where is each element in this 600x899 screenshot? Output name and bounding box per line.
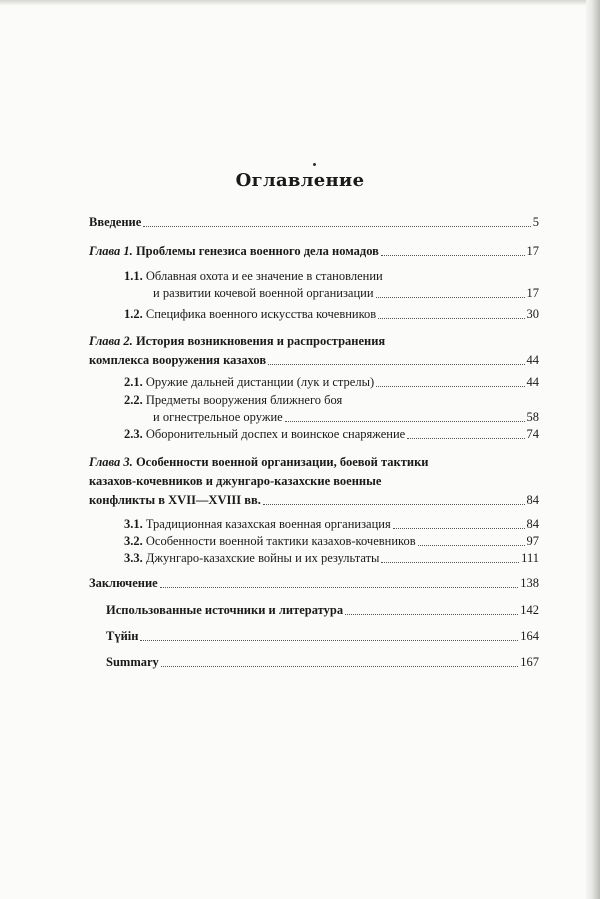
dot-leader [268,364,524,365]
toc-page-number: 58 [526,410,539,424]
toc-label: Особенности военной тактики казахов-кочевников [145,534,416,548]
dot-leader [407,438,524,439]
toc-page-number: 164 [520,629,539,643]
toc-entry-1-2[interactable] [124,307,539,322]
toc-label: История возникновения и распространения [135,334,386,348]
dot-leader [160,587,519,588]
toc-entry-1-1[interactable] [153,286,539,301]
page-title: Оглавление [235,170,365,191]
toc-label: Джунгаро-казахские войны и их результаты [145,551,380,565]
toc-entry-conclusion[interactable] [89,576,539,591]
section-number: 1.2. [124,307,143,321]
toc-label: комплекса вооружения казахов [89,353,267,367]
toc-page-number: 142 [520,603,539,617]
chapter-prefix: Глава 1. [89,244,133,258]
toc-entry-3-2[interactable] [124,534,539,549]
toc-label: Түйін [106,629,139,643]
section-number: 3.1. [124,517,143,531]
dot-leader [161,666,518,667]
dot-leader [418,545,525,546]
toc-entry-chapter-3[interactable] [89,493,539,508]
toc-entry-1-1-line1[interactable] [124,269,383,284]
toc-page-number: 84 [526,493,539,507]
toc-entry-chapter-1[interactable] [89,244,539,259]
toc-label: Облавная охота и ее значение в становлении [145,269,383,283]
toc-entry-chapter-3-line1[interactable] [89,455,429,470]
dot-leader [393,528,525,529]
toc-entry-chapter-2-line1[interactable] [89,334,385,349]
toc-entry-3-3[interactable] [124,551,539,566]
toc-label: Использованные источники и литература [106,603,344,617]
section-number: 2.2. [124,393,143,407]
toc-label: Заключение [89,576,158,590]
toc-label: Специфика военного искусства кочевников [145,307,377,321]
section-number: 2.3. [124,427,143,441]
toc-label: Традиционная казахская военная организация [145,517,391,531]
toc-entry-2-1[interactable] [124,375,539,390]
section-number: 3.3. [124,551,143,565]
dot-leader [378,318,524,319]
toc-page-number: 17 [526,244,539,258]
toc-label: Особенности военной организации, боевой тактики [135,455,429,469]
toc-entry-chapter-3-line2[interactable] [89,474,381,489]
toc-label: казахов-кочевников и джунгаро-казахские военные [89,474,382,488]
toc-page-number: 97 [526,534,539,548]
page-top-edge [0,0,600,6]
toc-entry-2-2-line1[interactable] [124,393,342,408]
toc-page-number: 84 [526,517,539,531]
toc-label: Введение [89,215,142,229]
chapter-prefix: Глава 3. [89,455,133,469]
toc-page-number: 17 [526,286,539,300]
toc-page-number: 138 [520,576,539,590]
toc-page-number: 74 [526,427,539,441]
toc-label: Оружие дальней дистанции (лук и стрелы) [145,375,375,389]
toc-label: и огнестрельное оружие [153,410,283,424]
toc-entry-3-1[interactable] [124,517,539,532]
toc-page-number: 44 [526,353,539,367]
toc-page-number: 30 [526,307,539,321]
toc-entry-2-3[interactable] [124,427,539,442]
print-speck [313,163,316,166]
dot-leader [376,297,525,298]
toc-label: Оборонительный доспех и воинское снаряжение [145,427,406,441]
toc-label: Проблемы генезиса военного дела номадов [135,244,379,258]
toc-page-number: 111 [521,551,539,565]
toc-entry-tuyin[interactable] [106,629,539,644]
toc-label: Предметы вооружения ближнего боя [145,393,343,407]
section-number: 2.1. [124,375,143,389]
toc-entry-2-2[interactable] [153,410,539,425]
toc-label: конфликты в XVII—XVIII вв. [89,493,261,507]
toc-entry-intro[interactable] [89,215,539,230]
toc-label: Summary [106,655,159,669]
toc-page-number: 167 [520,655,539,669]
toc-page-number: 5 [532,215,539,229]
toc-label: и развитии кочевой военной организации [153,286,374,300]
dot-leader [140,640,518,641]
section-number: 3.2. [124,534,143,548]
dot-leader [381,562,519,563]
toc-page-number: 44 [526,375,539,389]
dot-leader [263,504,525,505]
dot-leader [381,255,525,256]
dot-leader [143,226,530,227]
toc-entry-sources[interactable] [106,603,539,618]
chapter-prefix: Глава 2. [89,334,133,348]
dot-leader [345,614,518,615]
section-number: 1.1. [124,269,143,283]
dot-leader [376,386,524,387]
page-binding-edge [586,0,600,899]
dot-leader [285,421,525,422]
toc-entry-chapter-2[interactable] [89,353,539,368]
toc-entry-summary[interactable] [106,655,539,670]
